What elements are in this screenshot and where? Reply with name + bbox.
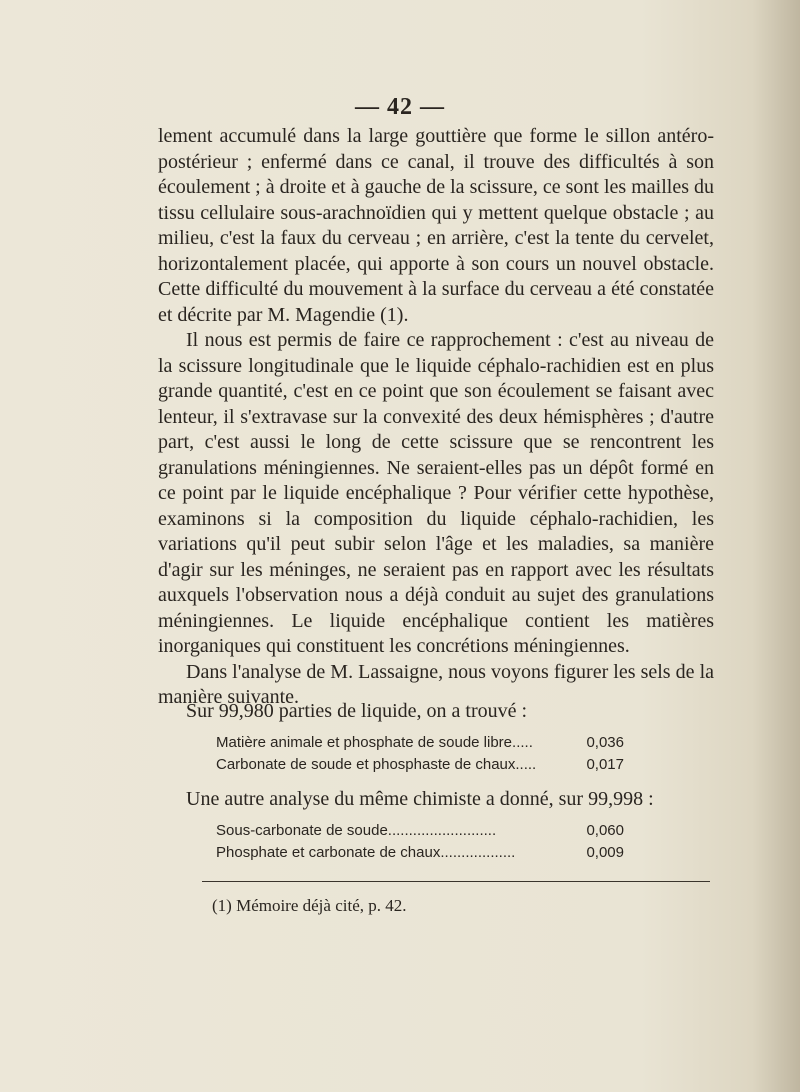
analysis-2-intro: Une autre analyse du même chimiste a donné, sur 99,998 : <box>186 788 654 810</box>
page-number: — 42 — <box>355 94 445 120</box>
table-row <box>216 732 624 754</box>
paragraph-2: Il nous est permis de faire ce rapprochement : c'est au niveau de la scissure longitudinale que le liquide céphalo-rachidien est en plus grande quantité, c'est en ce point que son écoulement se faisant avec lenteur, il s'extravase sur la convexité des deux hémisphères ; d'autre part, c'est aussi le long de cette scissure que se rencontrent les granulations méningiennes. Ne seraient-elles pas un dépôt formé en ce point par le liquide encéphalique ? Pour vérifier cette hypothèse, examinons si la composition du liquide céphalo-rachidien, les variations qu'il peut subir selon l'âge et les maladies, sa manière d'agir sur les méninges, ne seraient pas en rapport avec les résultats auxquels l'observation nous a déjà conduit au sujet des granulations méningiennes. Le liquide encéphalique contient les matières inorganiques qui constituent les concrétions méningiennes. <box>158 329 714 657</box>
table-row <box>216 820 624 842</box>
analysis-1-table <box>216 732 624 776</box>
footnote-divider <box>202 881 710 882</box>
footnote: (1) Mémoire déjà cité, p. 42. <box>212 896 407 915</box>
row-label: Sous-carbonate de soude.......................... <box>216 822 497 839</box>
row-value: 0,017 <box>586 756 624 773</box>
row-value: 0,036 <box>586 734 624 751</box>
analysis-2-table <box>216 820 624 864</box>
row-value: 0,009 <box>586 844 624 861</box>
row-label: Phosphate et carbonate de chaux.................. <box>216 844 516 861</box>
row-label: Carbonate de soude et phosphaste de chaux..... <box>216 756 537 773</box>
table-row <box>216 842 624 864</box>
body-text <box>158 124 714 711</box>
paragraph-3: Dans l'analyse de M. Lassaigne, nous voyons figurer les sels de la manière suivante. <box>158 660 714 708</box>
table-row <box>216 754 624 776</box>
analysis-1-intro: Sur 99,980 parties de liquide, on a trouvé : <box>186 700 528 722</box>
paragraph-1: lement accumulé dans la large gouttière que forme le sillon antéro-postérieur ; enfermé dans ce canal, il trouve des difficultés à son écoulement ; à droite et à gauche de la scissure, ce sont les mailles du tissu cellulaire sous-arachnoïdien qui y mettent quelque obstacle ; au milieu, c'est la faux du cerveau ; en arrière, c'est la tente du cervelet, horizontalement placée, qui apporte à son cours un nouvel obstacle. Cette difficulté du mouvement à la surface du cerveau a été constatée et décrite par M. Magendie (1). <box>158 125 714 326</box>
row-label: Matière animale et phosphate de soude libre..... <box>216 734 533 751</box>
row-value: 0,060 <box>586 822 624 839</box>
